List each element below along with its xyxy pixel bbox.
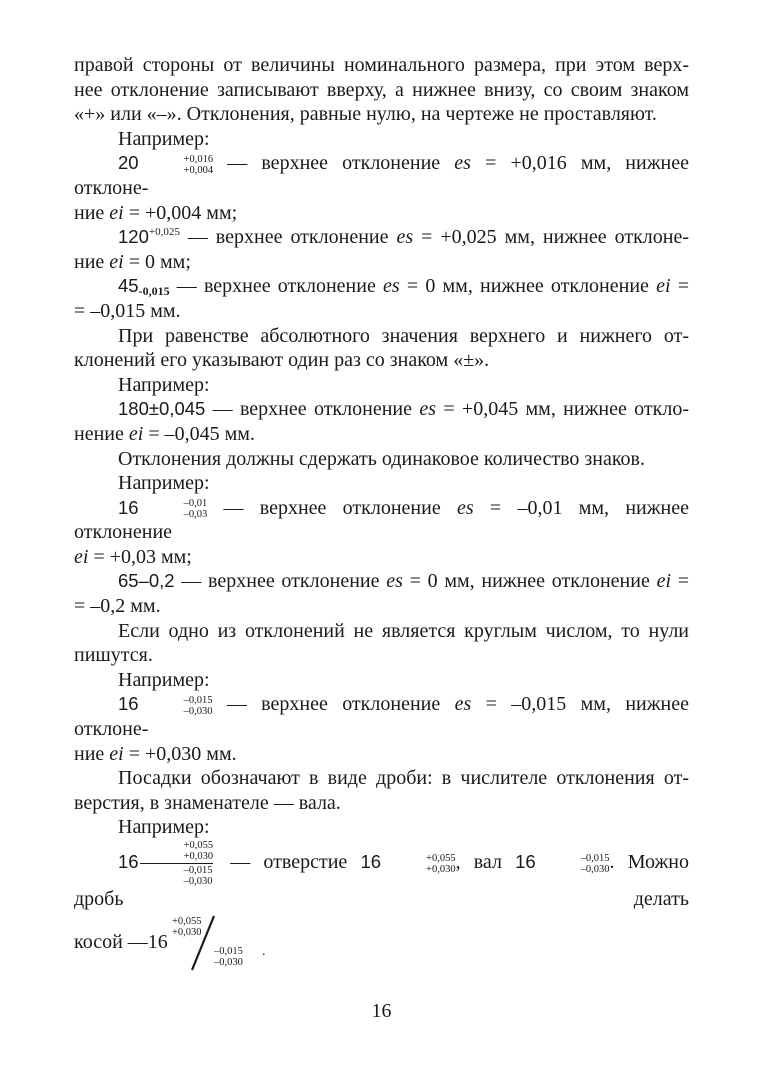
example-7-line-1 [74, 692, 689, 741]
fit-fraction-denominator [140, 864, 214, 887]
ex2-es-value: = +0,025 мм, нижнее отклоне- [413, 226, 690, 249]
ex1-lower: +0,004 [183, 164, 214, 176]
fits-para-line-2: верстия, в знаменателе — вала. [74, 791, 341, 814]
ex1-ei-value: = +0,004 мм; [123, 201, 238, 224]
page-content [74, 53, 689, 974]
slant-label: косой —16 [74, 930, 168, 953]
fit-shaft-dev-lower: –0,030 [580, 863, 610, 875]
example-label-4: Например: [118, 668, 210, 691]
ex4-value: 180±0,045 [118, 398, 206, 420]
ex4-es: es [419, 398, 436, 421]
fit-hole-base: 16 [360, 851, 382, 873]
ex7-es-value: = –0,015 мм, нижнее отклоне- [74, 693, 689, 741]
fit-hole-dev-lower: +0,030 [426, 863, 456, 875]
ex2-ei-value: = 0 мм; [123, 250, 191, 273]
example-3-line-1 [74, 274, 689, 299]
ex5-upper: –0,01 [183, 498, 208, 510]
example-label-5: Например: [118, 816, 210, 839]
fit-hole-dev-upper: +0,055 [426, 852, 456, 864]
intro-line-3: «+» или «–». Отклонения, равные нулю, на чертеже не проставляют. [74, 103, 657, 126]
ex1-es-value: = +0,016 мм, нижнее отклоне- [74, 152, 689, 199]
ex5-ei: ei [74, 545, 89, 568]
ex5-es: es [456, 496, 474, 519]
ex2-es: es [396, 226, 414, 249]
equal-para-line-2: клонений его указывают один раз со знаком «±». [74, 349, 490, 372]
ex6-text: — верхнее отклонение [174, 570, 387, 593]
fit-shaft-lower: –0,030 [183, 876, 213, 887]
example-7-line-2 [74, 742, 689, 767]
fit-fraction-numerator [140, 840, 214, 864]
ex3-ei: ei [656, 275, 671, 298]
ex3-es-value: = 0 мм, нижнее отклонение [399, 275, 657, 298]
example-label: Например: [118, 127, 210, 150]
example-2-line-1 [74, 225, 689, 250]
intro-line-2: нее отклонение записывают вверху, а нижнее внизу, со своим знаком [74, 78, 689, 101]
example-6-line-2: = –0,2 мм. [74, 595, 161, 618]
ex7-deviations [140, 695, 213, 717]
ex3-ei-eq: = [670, 275, 690, 298]
example-label-3: Например: [118, 472, 210, 495]
ex1-es: es [454, 152, 471, 175]
fit-base: 16 [118, 851, 139, 873]
slant-period: . [262, 943, 266, 959]
ex7-es: es [454, 693, 472, 716]
equal-para-line-1: При равенстве абсолютного значения верхнего и нижнего от- [118, 324, 689, 347]
fit-fraction [140, 840, 214, 887]
fit-hole-deviations [382, 853, 456, 875]
ex2-base: 120 [118, 226, 149, 248]
ex3-lower: -0,015 [138, 284, 170, 299]
example-1-line-2 [74, 201, 689, 226]
example-4-line-2 [74, 422, 689, 447]
example-5-line-1 [74, 496, 689, 545]
ex1-deviations [140, 154, 214, 176]
ex7-ei-value: = +0,030 мм. [123, 742, 237, 765]
ex2-line2-prefix: ние [74, 250, 110, 273]
slant-shaft-lower: –0,030 [214, 956, 243, 968]
ex2-text: — верхнее отклонение [179, 226, 397, 249]
fit-shaft-upper: –0,015 [183, 865, 213, 876]
ex4-ei: ei [128, 422, 144, 445]
ex3-text: — верхнее отклонение [169, 275, 384, 298]
ex6-es: es [386, 570, 403, 593]
fits-para-line-1: Посадки обозначают в виде дроби: в числителе отклонения от- [118, 767, 689, 790]
ex6-value: 65–0,2 [118, 570, 175, 592]
example-label-2: Например: [118, 373, 210, 396]
fit-shaft-deviations [537, 853, 610, 875]
page-number: 16 [371, 1000, 392, 1022]
ex5-lower: –0,03 [183, 509, 208, 521]
ex1-text: — верхнее отклонение [213, 152, 455, 175]
slant-hole-upper: +0,055 [172, 915, 202, 927]
fit-shaft-dev-upper: –0,015 [580, 852, 610, 864]
ex4-text: — верхнее отклонение [205, 398, 420, 421]
fit-hole-upper: +0,055 [183, 840, 214, 851]
ex3-es: es [383, 275, 400, 298]
example-5-line-2 [74, 545, 689, 570]
fit-text-end: . Можно дробь делать [74, 851, 690, 910]
example-6-line-1 [74, 569, 689, 594]
intro-line-1: правой стороны от величины номинального размера, при этом верх- [74, 54, 689, 76]
ex5-text: — верхнее отклонение [207, 496, 457, 519]
slant-hole-lower: +0,030 [172, 926, 202, 938]
ex6-es-value: = 0 мм, нижнее отклонение [402, 570, 657, 593]
ex6-ei-eq: = [671, 570, 690, 593]
fit-hole-lower: +0,030 [183, 851, 214, 862]
ex7-base: 16 [118, 693, 139, 715]
ex7-ei: ei [109, 742, 124, 765]
ex7-lower: –0,030 [183, 705, 213, 717]
ex1-line2-prefix: ние [74, 201, 110, 224]
ex6-ei: ei [656, 570, 671, 593]
fit-shaft-base: 16 [515, 851, 536, 873]
ex7-line2-prefix: ние [74, 742, 110, 765]
fit-text-shaft: , вал [455, 851, 516, 874]
fit-example-line [74, 840, 689, 912]
slant-denominator [214, 946, 243, 968]
example-3-line-2: = –0,015 мм. [74, 299, 181, 322]
slant-shaft-upper: –0,015 [214, 945, 243, 957]
ex3-base: 45 [118, 275, 139, 297]
ex5-ei-value: = +0,03 мм; [88, 545, 192, 568]
ex2-ei: ei [109, 250, 124, 273]
ex7-text: — верхнее отклонение [212, 693, 455, 716]
ex1-base: 20 [118, 152, 139, 174]
ex7-upper: –0,015 [183, 694, 213, 706]
ex4-ei-value: = –0,045 мм. [143, 422, 255, 445]
fit-text-hole: — отверстие [217, 851, 361, 874]
ex1-upper: +0,016 [183, 153, 214, 165]
example-2-line-2 [74, 250, 689, 275]
ex5-deviations [140, 498, 208, 520]
zeros-para-line-1: Если одно из отклонений не является круглым числом, то нули [118, 619, 689, 642]
ex4-es-value: = +0,045 мм, нижнее откло- [436, 398, 690, 421]
example-1-line-1 [74, 151, 689, 200]
ex4-line2-prefix: нение [74, 422, 129, 445]
ex5-base: 16 [118, 496, 139, 518]
example-4-line-1 [74, 397, 689, 422]
ex2-upper: +0,025 [148, 226, 180, 239]
digits-para: Отклонения должны сдержать одинаковое количество знаков. [118, 447, 646, 470]
zeros-para-line-2: пишутся. [74, 644, 153, 667]
slant-fraction-row [74, 912, 689, 974]
ex5-es-value: = –0,01 мм, нижнее отклонение [74, 496, 689, 544]
ex1-ei: ei [109, 201, 124, 224]
